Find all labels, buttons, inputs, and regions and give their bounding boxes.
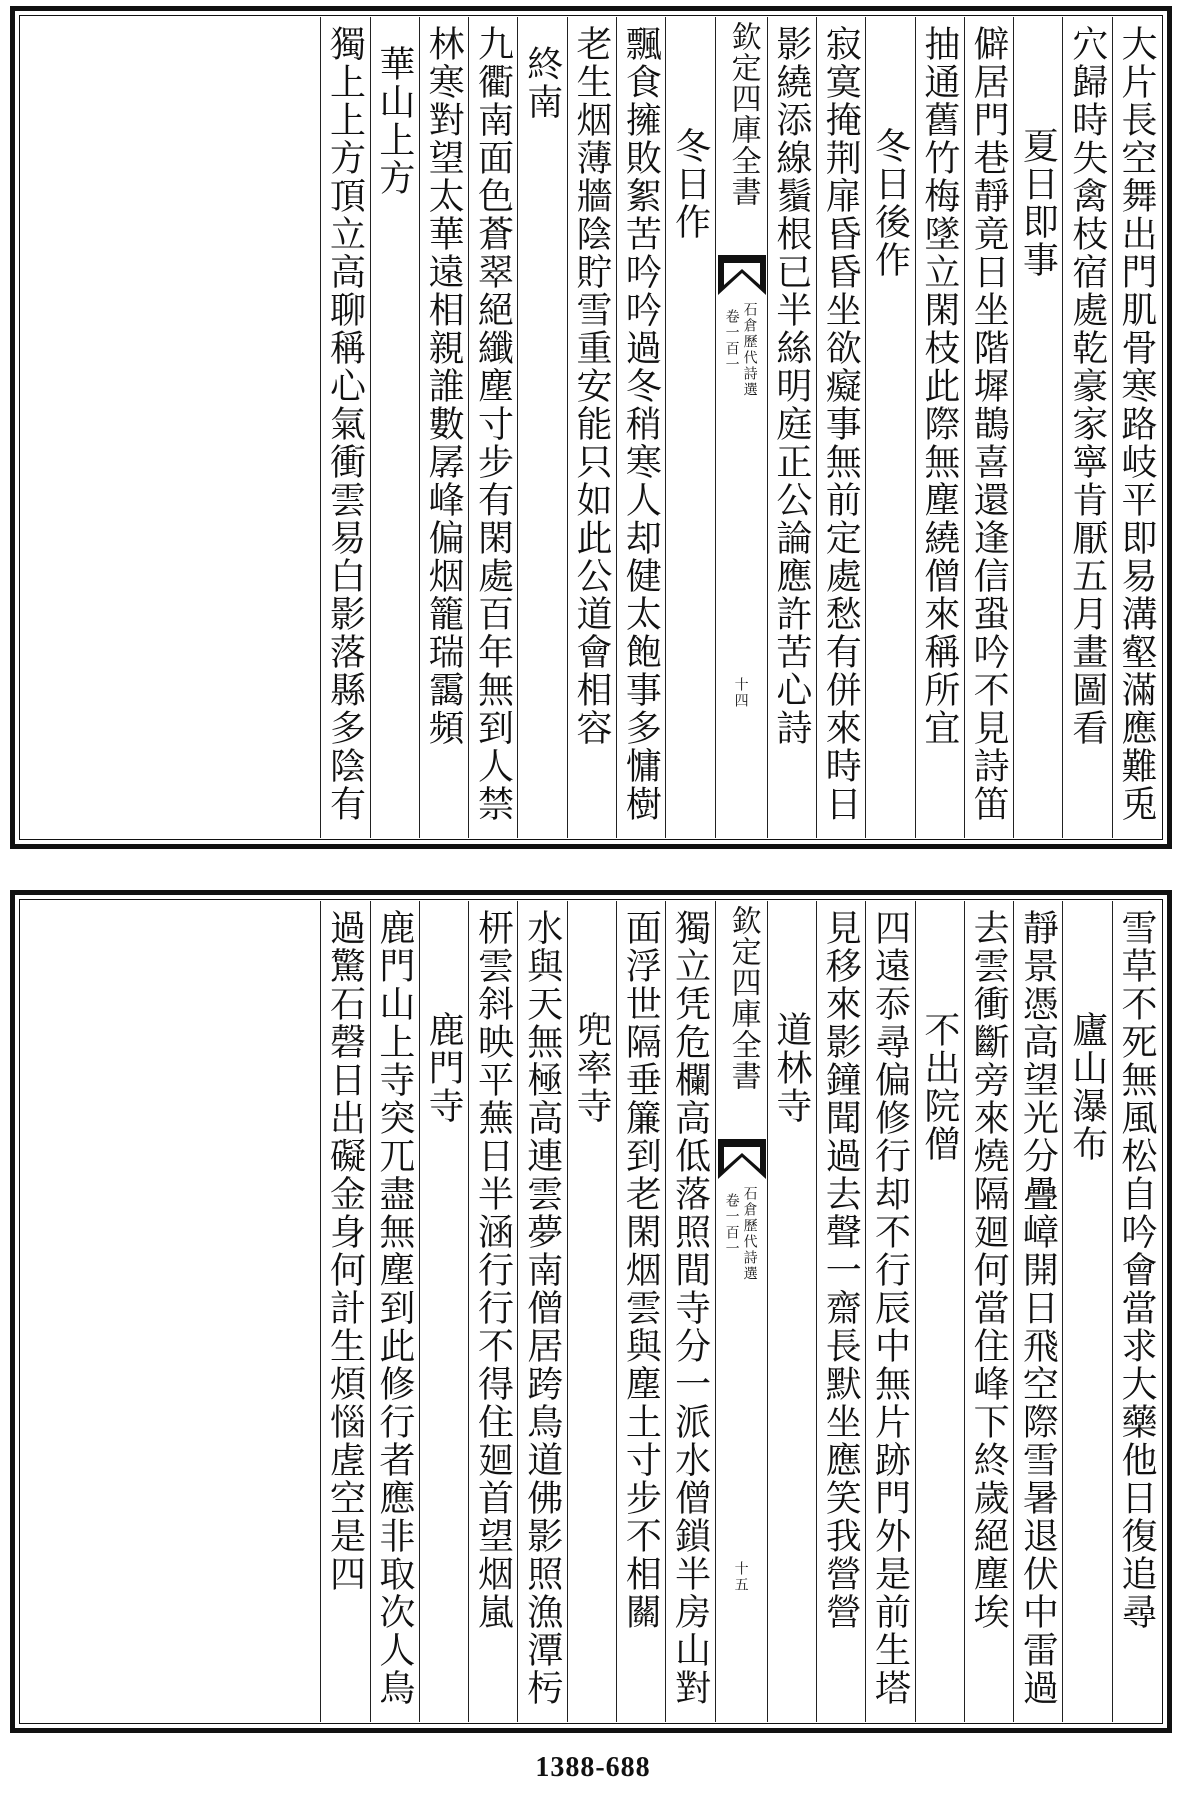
text-column: 面浮世隔垂簾到老閑烟雲與塵土寸步不相關 — [616, 901, 665, 1722]
text-column: 影繞添線鬚根已半絲明庭正公論應許苦心詩 — [767, 17, 816, 838]
center-page-number: 十五 — [732, 1561, 749, 1593]
poem-title: 不出院僧 — [915, 901, 964, 1722]
text-column: 寂寞掩荆扉昏昏坐欲癡事無前定處愁有併來時日 — [816, 17, 865, 838]
text-column: 老生烟薄牆陰貯雪重安能只如此公道會相容 — [567, 17, 616, 838]
poem-title: 冬日作 — [665, 17, 714, 838]
center-page-number: 十四 — [732, 677, 749, 709]
center-fold-column — [715, 17, 767, 838]
text-column: 獨立凭危欄高低落照間寺分一派水僧鎖半房山對 — [665, 901, 714, 1722]
center-volume: 卷一百一 — [723, 309, 740, 373]
text-column: 大片長空舞出門肌骨寒路岐平即易溝壑滿應難兎 — [1112, 17, 1161, 838]
lower-page — [10, 890, 1172, 1733]
text-column: 靜景憑高望光分疊嶂開日飛空際雪暑退伏中雷過 — [1013, 901, 1062, 1722]
lower-page-columns — [21, 901, 1161, 1722]
poem-title: 鹿門寺 — [419, 901, 468, 1722]
text-column: 僻居門巷靜竟日坐階墀鵲喜還逢信蛩吟不見詩笛 — [964, 17, 1013, 838]
text-column: 四遠忝尋偏修行却不行辰中無片跡門外是前生塔 — [865, 901, 914, 1722]
text-column: 穴歸時失禽枝宿處乾豪家寧肯厭五月畫圖看 — [1062, 17, 1111, 838]
text-column: 九衢南面色蒼翠絕纖塵寸步有閑處百年無到人禁 — [468, 17, 517, 838]
poem-title: 終南 — [517, 17, 566, 838]
text-column: 過驚石磬日出礙金身何計生煩惱虗空是四 — [320, 901, 369, 1722]
text-column: 枅雲斜映平蕪日半涵行行不得住廻首望烟嵐 — [468, 901, 517, 1722]
text-column: 見移來影鐘聞過去聲一齋長默坐應笑我營營 — [816, 901, 865, 1722]
poem-title: 華山上方 — [370, 17, 419, 838]
text-column: 林寒對望太華遠相親誰數孱峰偏烟籠瑞靄頻 — [419, 17, 468, 838]
center-fold-column — [715, 901, 767, 1722]
text-column: 雪草不死無風松自吟會當求大藥他日復追尋 — [1112, 901, 1161, 1722]
poem-title: 廬山瀑布 — [1062, 901, 1111, 1722]
text-column: 去雲衝斷旁來燒隔廻何當住峰下終歲絕塵埃 — [964, 901, 1013, 1722]
text-column: 抽通舊竹梅墜立閑枝此際無塵繞僧來稱所宜 — [915, 17, 964, 838]
text-column: 飄食擁敗絮苦吟吟過冬稍寒人却健太飽事多慵樹 — [616, 17, 665, 838]
center-book-title: 石倉歷代詩選 — [741, 1186, 758, 1282]
text-column: 獨上上方頂立高聊稱心氣衝雲易白影落縣多陰有 — [320, 17, 369, 838]
poem-title: 道林寺 — [767, 901, 816, 1722]
text-column: 水與天無極高連雲夢南僧居跨鳥道佛影照漁潭杇 — [517, 901, 566, 1722]
upper-page — [10, 6, 1172, 849]
center-title: 欽定四庫全書 — [725, 21, 761, 207]
center-volume: 卷一百一 — [723, 1193, 740, 1257]
center-book-title: 石倉歷代詩選 — [741, 302, 758, 398]
upper-page-columns — [21, 17, 1161, 838]
fishtail-mark-icon — [718, 1139, 766, 1179]
poem-title: 兜率寺 — [567, 901, 616, 1722]
scan-page-number: 1388-688 — [535, 1752, 651, 1783]
poem-title: 冬日後作 — [865, 17, 914, 838]
fishtail-mark-icon — [718, 255, 766, 295]
center-title: 欽定四庫全書 — [725, 905, 761, 1091]
poem-title: 夏日即事 — [1013, 17, 1062, 838]
text-column: 鹿門山上寺突兀盡無塵到此修行者應非取次人鳥 — [370, 901, 419, 1722]
